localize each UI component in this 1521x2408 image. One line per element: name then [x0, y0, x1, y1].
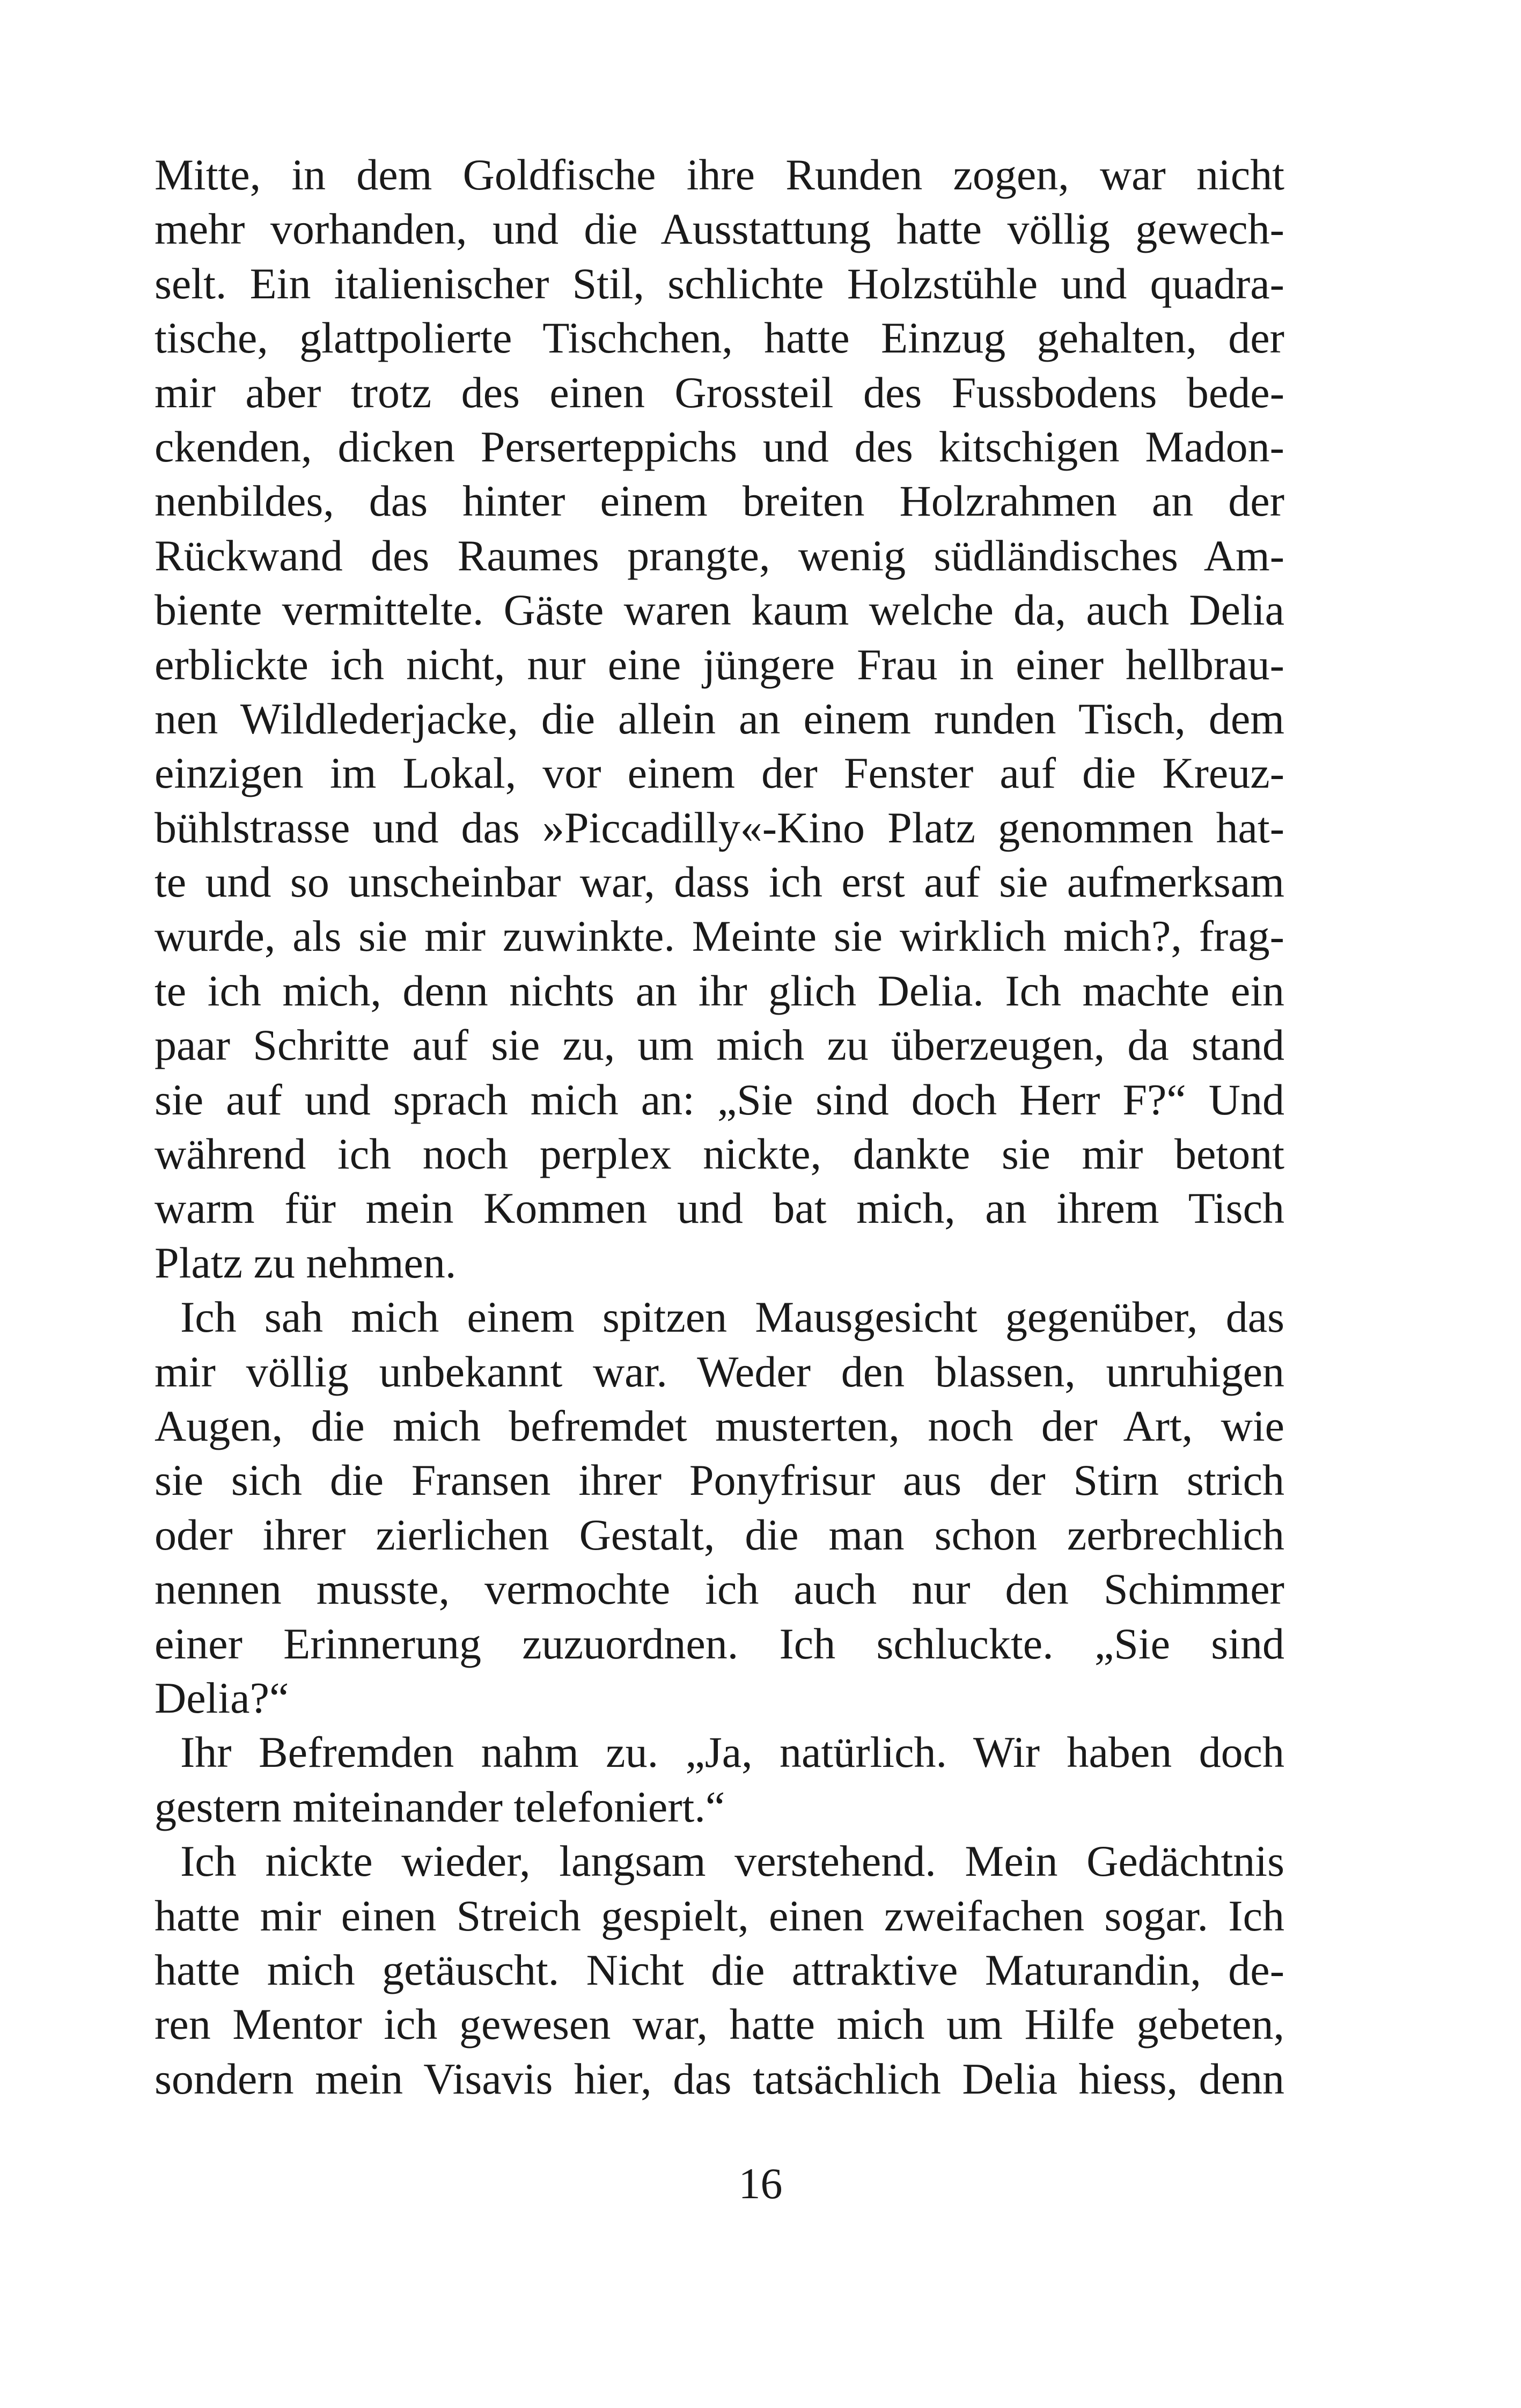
text-line: warm für mein Kommen und bat mich, an ihrem Tisch: [155, 1184, 1284, 1233]
text-line: Platz zu nehmen.: [155, 1238, 457, 1287]
paragraph-first-line: Ich sah mich einem spitzen Mausgesicht gegenüber, das: [180, 1293, 1284, 1342]
text-line: nen Wildlederjacke, die allein an einem runden Tisch, dem: [155, 694, 1284, 743]
text-line: selt. Ein italienischer Stil, schlichte Holzstühle und quadra-: [155, 259, 1284, 308]
text-line: ckenden, dicken Perserteppichs und des kitschigen Madon-: [155, 422, 1284, 471]
text-line: oder ihrer zierlichen Gestalt, die man schon zerbrechlich: [155, 1510, 1284, 1559]
text-line: te und so unscheinbar war, dass ich erst auf sie aufmerksam: [155, 857, 1284, 907]
text-line: biente vermittelte. Gäste waren kaum welche da, auch Delia: [155, 585, 1284, 635]
paragraph-first-line: Ich nickte wieder, langsam verstehend. Mein Gedächtnis: [180, 1837, 1284, 1886]
text-line: nennen musste, vermochte ich auch nur den Schimmer: [155, 1565, 1284, 1614]
text-line: während ich noch perplex nickte, dankte sie mir betont: [155, 1129, 1284, 1179]
body-text: [155, 148, 1284, 2106]
text-line: sie sich die Fransen ihrer Ponyfrisur aus der Stirn strich: [155, 1456, 1284, 1505]
text-line: einer Erinnerung zuzuordnen. Ich schluckte. „Sie sind: [155, 1619, 1284, 1668]
paragraph-first-line: Ihr Befremden nahm zu. „Ja, natürlich. Wir haben doch: [180, 1728, 1284, 1777]
text-line: te ich mich, denn nichts an ihr glich Delia. Ich machte ein: [155, 966, 1284, 1015]
text-line: erblickte ich nicht, nur eine jüngere Frau in einer hellbrau-: [155, 640, 1284, 689]
text-line: mehr vorhanden, und die Ausstattung hatte völlig gewech-: [155, 204, 1284, 254]
text-line: tische, glattpolierte Tischchen, hatte Einzug gehalten, der: [155, 313, 1284, 363]
text-line: nenbildes, das hinter einem breiten Holzrahmen an der: [155, 476, 1284, 526]
text-line: paar Schritte auf sie zu, um mich zu überzeugen, da stand: [155, 1021, 1284, 1070]
text-line: Delia?“: [155, 1673, 289, 1722]
text-line: hatte mich getäuscht. Nicht die attraktive Maturandin, de-: [155, 1945, 1284, 1994]
text-line: sondern mein Visavis hier, das tatsächlich Delia hiess, denn: [155, 2054, 1284, 2103]
text-line: Augen, die mich befremdet musterten, noch der Art, wie: [155, 1401, 1284, 1450]
page-number: 16: [738, 2159, 783, 2208]
text-line: sie auf und sprach mich an: „Sie sind doch Herr F?“ Und: [155, 1075, 1284, 1124]
text-line: mir völlig unbekannt war. Weder den blassen, unruhigen: [155, 1347, 1284, 1396]
text-line: bühlstrasse und das »Piccadilly«-Kino Platz genommen hat-: [155, 803, 1284, 852]
text-line: wurde, als sie mir zuwinkte. Meinte sie wirklich mich?, frag-: [155, 912, 1284, 961]
text-line: mir aber trotz des einen Grossteil des Fussbodens bede-: [155, 368, 1284, 417]
text-line: Mitte, in dem Goldfische ihre Runden zogen, war nicht: [155, 150, 1284, 199]
text-line: ren Mentor ich gewesen war, hatte mich um Hilfe gebeten,: [155, 2000, 1284, 2049]
text-line: einzigen im Lokal, vor einem der Fenster auf die Kreuz-: [155, 748, 1284, 798]
text-line: hatte mir einen Streich gespielt, einen zweifachen sogar. Ich: [155, 1891, 1284, 1940]
text-line: gestern miteinander telefoniert.“: [155, 1782, 725, 1831]
text-line: Rückwand des Raumes prangte, wenig südländisches Am-: [155, 531, 1284, 580]
